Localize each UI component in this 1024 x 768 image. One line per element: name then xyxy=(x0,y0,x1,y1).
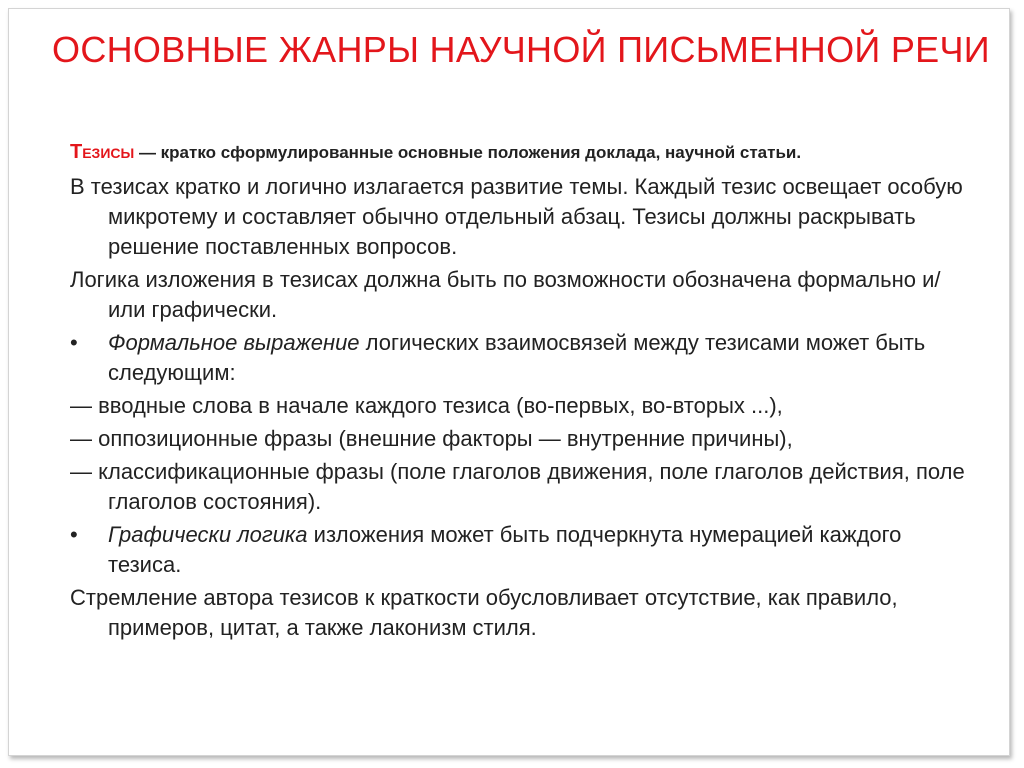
definition-term: Тезисы xyxy=(70,141,135,163)
bullet-marker: • xyxy=(70,330,78,355)
bullet-marker: • xyxy=(70,522,78,547)
paragraph-logic: Логика изложения в тезисах должна быть по возможности обозначена формально и/или графически. xyxy=(70,267,941,322)
bullet-graphic-italic: Графически логика xyxy=(108,522,308,547)
bullet-graphic-text: изложения может быть подчеркнута нумерацией каждого тезиса. xyxy=(108,522,902,577)
bullet-formal-expression xyxy=(70,328,970,388)
slide-title: ОСНОВНЫЕ ЖАНРЫ НАУЧНОЙ ПИСЬМЕННОЙ РЕЧИ xyxy=(52,29,990,70)
slide xyxy=(8,8,1010,756)
dash-item-intro-words: — вводные слова в начале каждого тезиса (во-первых, во-вторых ...), xyxy=(70,393,783,418)
paragraph-development: В тезисах кратко и логично излагается развитие темы. Каждый тезис освещает особую микротему и составляет обычно отдельный абзац. Тезисы должны раскрывать решение поставленных вопросов. xyxy=(70,174,963,259)
bullet-graphic-logic xyxy=(70,520,970,580)
definition-paragraph xyxy=(70,139,970,166)
bullet-formal-text: логических взаимосвязей между тезисами может быть следующим: xyxy=(108,330,926,385)
definition-text: — кратко сформулированные основные положения доклада, научной статьи. xyxy=(134,143,802,162)
dash-item-opposition: — оппозиционные фразы (внешние факторы — внутренние причины), xyxy=(70,426,793,451)
paragraph-brevity: Стремление автора тезисов к краткости обусловливает отсутствие, как правило, примеров, цитат, а также лаконизм стиля. xyxy=(70,585,898,640)
dash-item-classification: — классификационные фразы (поле глаголов движения, поле глаголов действия, поле глаголов состояния). xyxy=(70,459,965,514)
bullet-formal-italic: Формальное выражение xyxy=(108,330,360,355)
slide-body xyxy=(70,139,970,646)
